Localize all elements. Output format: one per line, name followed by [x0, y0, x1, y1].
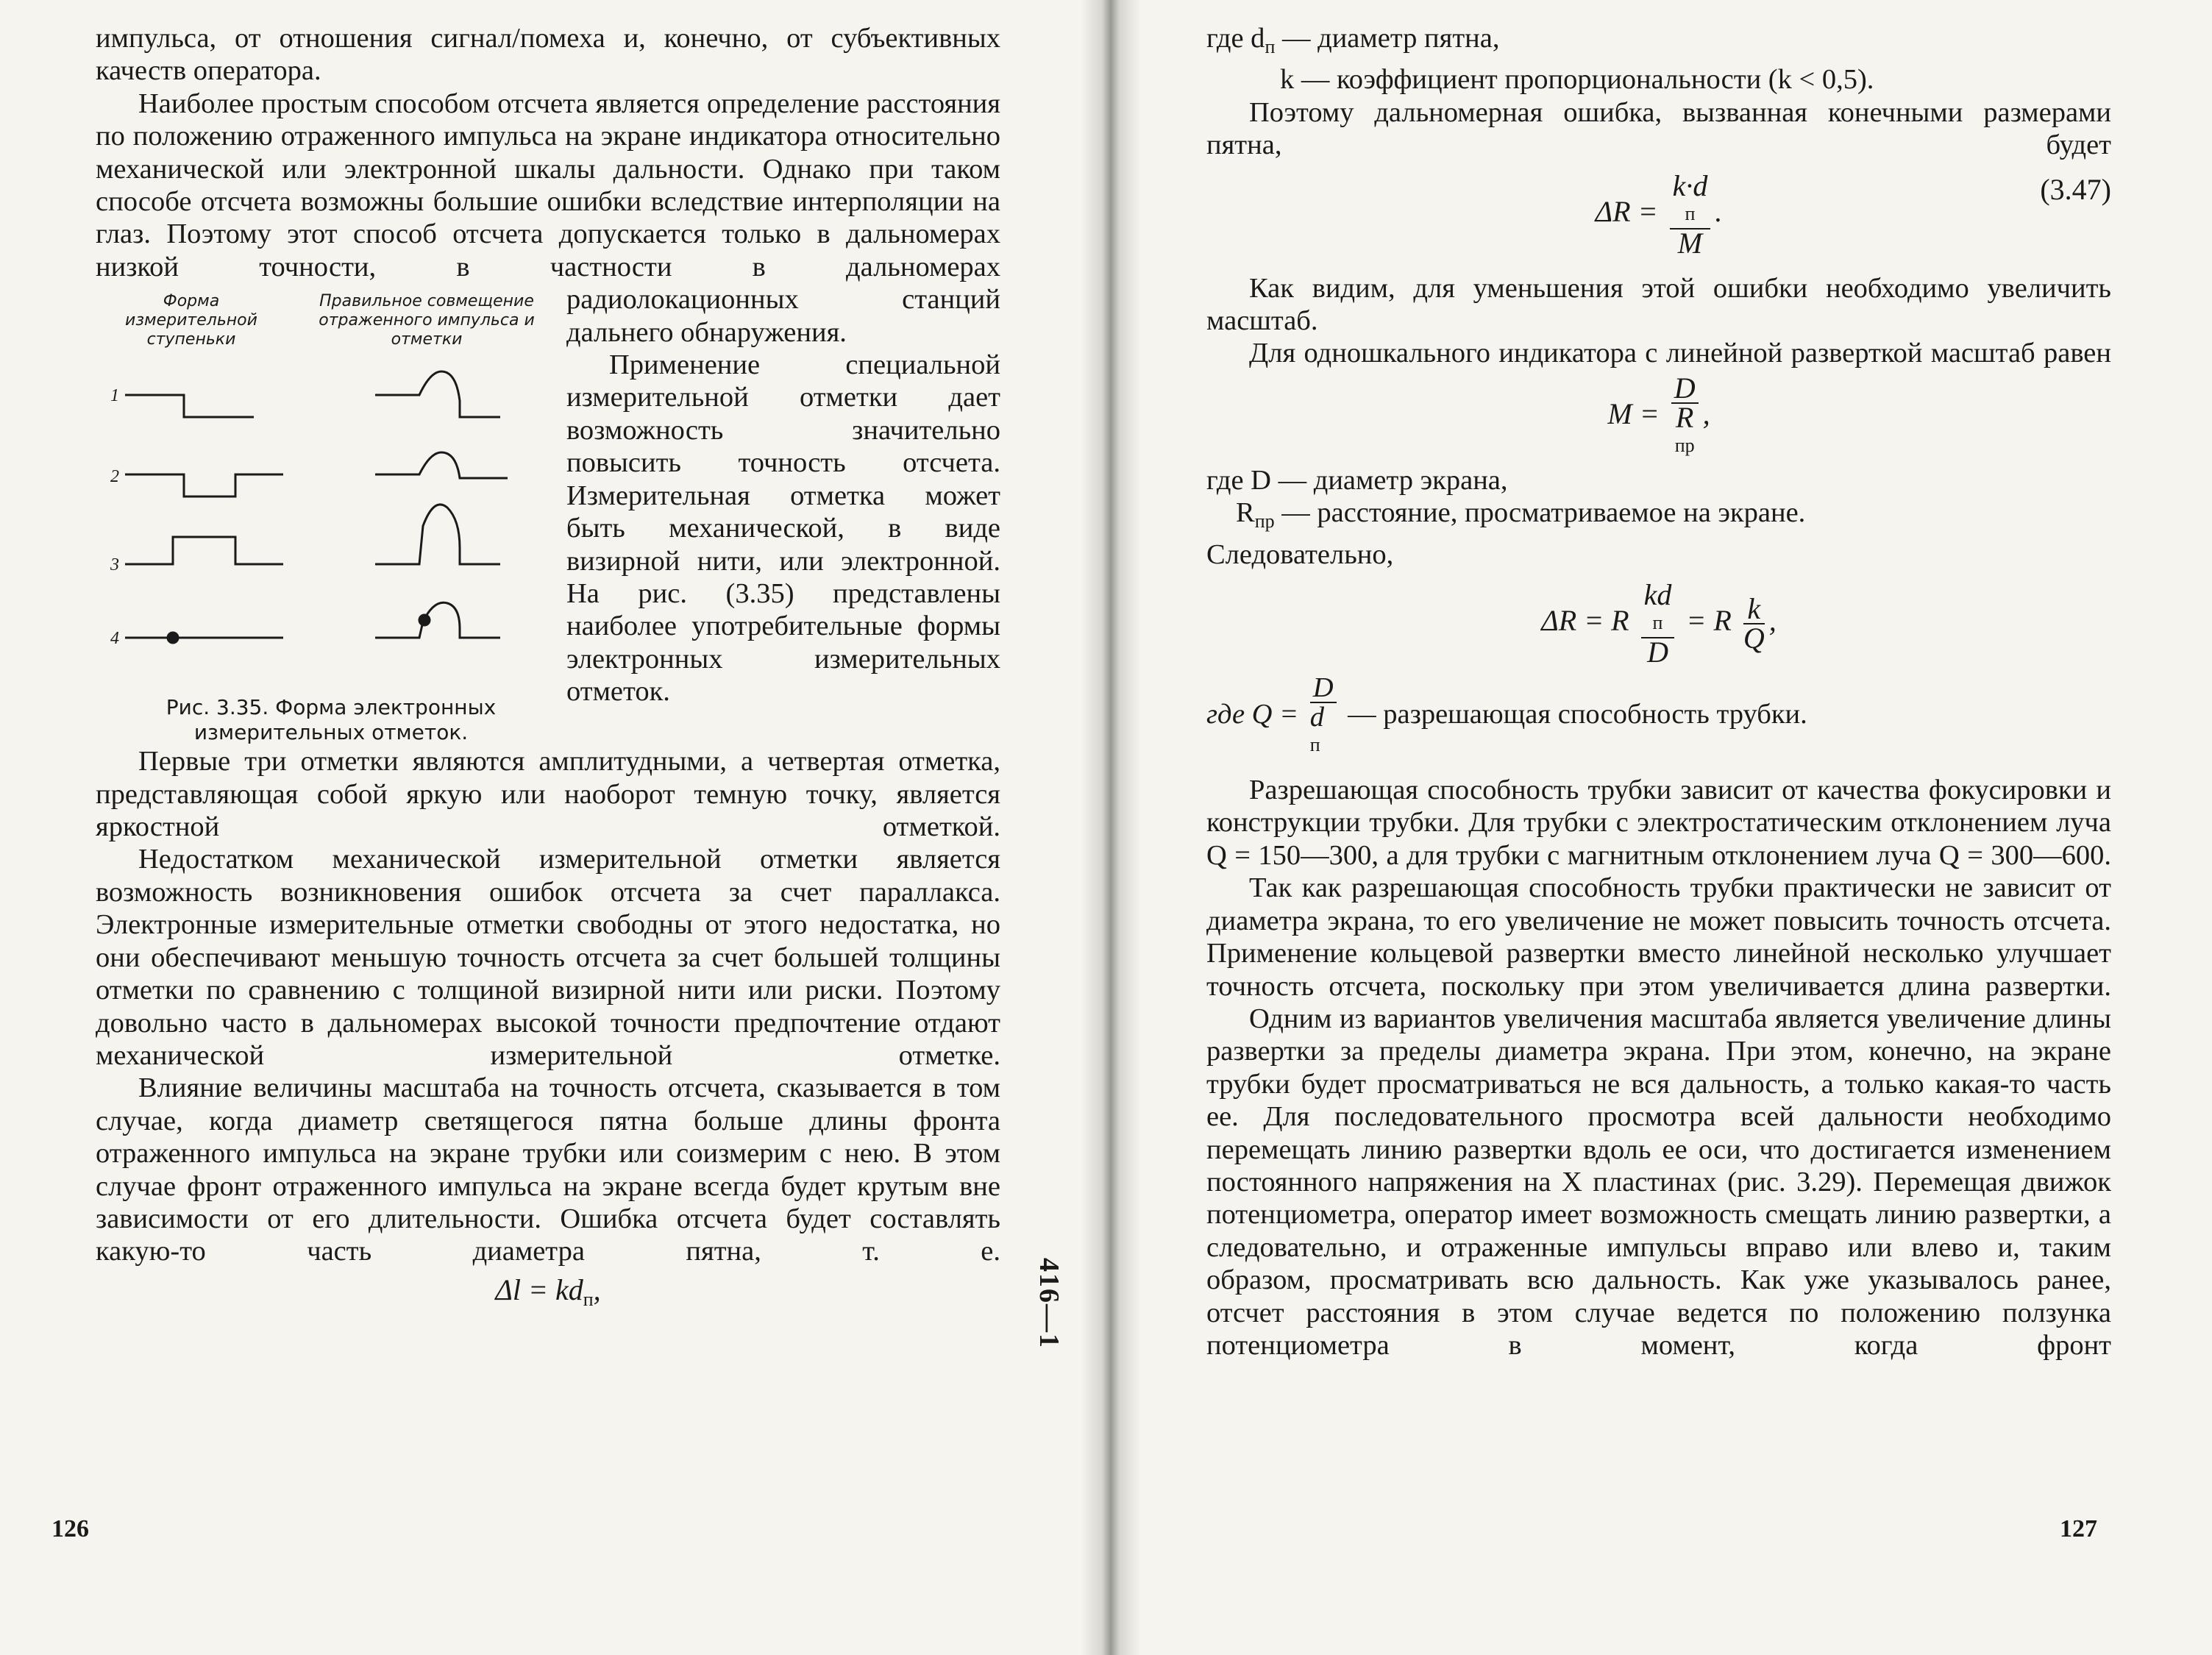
left-para-1: импульса, от отношения сигнал/помеха и, конечно, от субъективных качеств оператора. [96, 23, 1000, 87]
page-number-left: 126 [51, 1515, 89, 1542]
figure-3-35 [96, 283, 566, 745]
where-dp: где $d_п$ — диаметр пятна, [1206, 23, 1500, 57]
figure-label-2: 2 [110, 467, 119, 487]
left-page [96, 22, 1000, 1315]
where-D: где D — диаметр экрана, [1206, 464, 1508, 496]
dot-4b-icon [419, 615, 430, 625]
formula-delta-R: ΔR = R kd п D = R $\frac{k}{Q}$ , [1541, 578, 1777, 669]
formula-M: M = D R пр , [1607, 371, 1710, 456]
figure-side-text [566, 283, 1000, 745]
pulse-4-icon [375, 603, 500, 638]
book-spine [1081, 0, 1140, 1655]
where-Q: где Q = D d п — разрешающая способность трубки. [1206, 672, 1807, 756]
figure-drawing [96, 349, 566, 688]
step-2-icon [125, 474, 283, 496]
figure-head-left: Форма измерительной ступеньки [125, 292, 257, 349]
where-Rpr: $R_{пр}$ — расстояние, просматриваемое на экране. [1236, 497, 1806, 533]
left-para-6: Влияние величины масштаба на точность отсчета, сказывается в том случае, когда диаметр светящегося пятна больше длины фронта отраженного импульса на экране трубки или соизмерим с нею. В этом случае фронт отраженного импульса на экране всегда будет крутым вне зависимости от его длительности. Ошибка отсчета будет составлять какую-то часть диаметра пятна, т. е. [96, 1072, 1000, 1267]
right-para-4: Разрешающая способность трубки зависит от качества фокусировки и конструкции трубки. Для трубки с электростатическим отклонением луча Q = 150—300, а для трубки с магнитным отклонением луча Q = 300—600. [1206, 775, 2111, 871]
formula-3-47: ΔR = k·d п M . (3.47) [1595, 168, 2111, 260]
pulse-3-icon [375, 505, 500, 564]
right-para-1: Поэтому дальномерная ошибка, вызванная конечными размерами пятна, будет [1206, 96, 2111, 161]
figure-caption: Рис. 3.35. Форма электронных измерительных отметок. [166, 695, 497, 745]
figure-label-4: 4 [110, 629, 119, 649]
dot-4-icon [168, 633, 178, 643]
figure-label-3: 3 [110, 555, 119, 575]
left-para-4: Первые три отметки являются амплитудными, а четвертая отметка, представляющая собой яркую или наоборот темную точку, является яркостной отметкой. [96, 746, 1000, 843]
right-para-2: Как видим, для уменьшения этой ошибки необходимо увеличить масштаб. [1206, 272, 2111, 337]
hence-label: Следовательно, [1206, 538, 1394, 570]
right-page [1206, 22, 2111, 1362]
where-k: k — коэффициент пропорциональности (k < 0,5). [1280, 64, 1874, 96]
right-para-3: Для одношкального индикатора с линейной разверткой масштаб равен [1249, 338, 2111, 369]
pulse-2-icon [375, 452, 508, 478]
page-number-right: 127 [2060, 1515, 2097, 1542]
left-para-2: Наиболее простым способом отсчета является определение расстояния по положению отраженного импульса на экране индикатора относительно механической или электронной шкалы дальности. Однако при таком способе отсчета возможны большие ошибки вследствие интерполяции на глаз. Поэтому этот способ отсчета допускается только в дальномерах низкой точности, в частности в дальномерах [96, 88, 1000, 282]
left-para-3: Применение специальной измерительной отметки дает возможность значительно повысить точность отсчета. Измерительная отметка может быть механической, в виде визирной нити, или электронной. На рис. (3.35) представлены наиболее употребительные формы электронных измерительных отметок. [566, 349, 1000, 708]
right-para-6: Одним из вариантов увеличения масштаба является увеличение длины развертки за пределы диаметра экрана. При этом, конечно, на экране трубки будет просматриваться не вся дальность, а только какая-то часть ее. Для последовательного просмотра всей дальности необходимо перемещать линию развертки вдоль ее оси, что достигается изменением постоянного напряжения на X пластинах (рис. 3.29). Перемещая движок потенциометра, оператор имеет возможность смещать линию развертки, а следовательно, и отраженные импульсы вправо или влево и, таким образом, просматривать всю дальность. Как уже указывалось ранее, отсчет расстояния в этом случае ведется по положению ползунка потенциометра в момент, когда фронт [1206, 1003, 2111, 1361]
print-stamp: 416—1 [1034, 1258, 1064, 1349]
figure-label-1: 1 [110, 386, 119, 406]
formula-number: (3.47) [2040, 172, 2111, 206]
figure-head-right: Правильное совмещение отраженного импульса и отметки [319, 292, 535, 349]
left-para-5: Недостатком механической измерительной отметки является возможность возникновения ошибок отсчета за счет параллакса. Электронные измерительные отметки свободны от этого недостатка, но они обеспечивают меньшую точность отсчета за счет большей толщины отметки по сравнению с толщиной визирной нити или риски. Поэтому довольно часто в дальномерах высокой точности предпочтение отдают механической измерительной отметке. [96, 844, 1000, 1071]
step-3-icon [125, 537, 283, 564]
pulse-1-icon [375, 371, 500, 417]
left-para-2-cont: радиолокационных станций дальнего обнаружения. [566, 284, 1000, 348]
right-para-5: Так как разрешающая способность трубки практически не зависит от диаметра экрана, то его увеличение не может повысить точность отсчета. Применение кольцевой развертки вместо линейной несколько улучшает точность отсчета, поскольку при этом увеличивается длина развертки. [1206, 872, 2111, 1002]
figure-area [96, 283, 1000, 745]
step-1-icon [125, 395, 254, 417]
formula-delta-l: $\Delta l = kd_п$, [495, 1273, 601, 1310]
